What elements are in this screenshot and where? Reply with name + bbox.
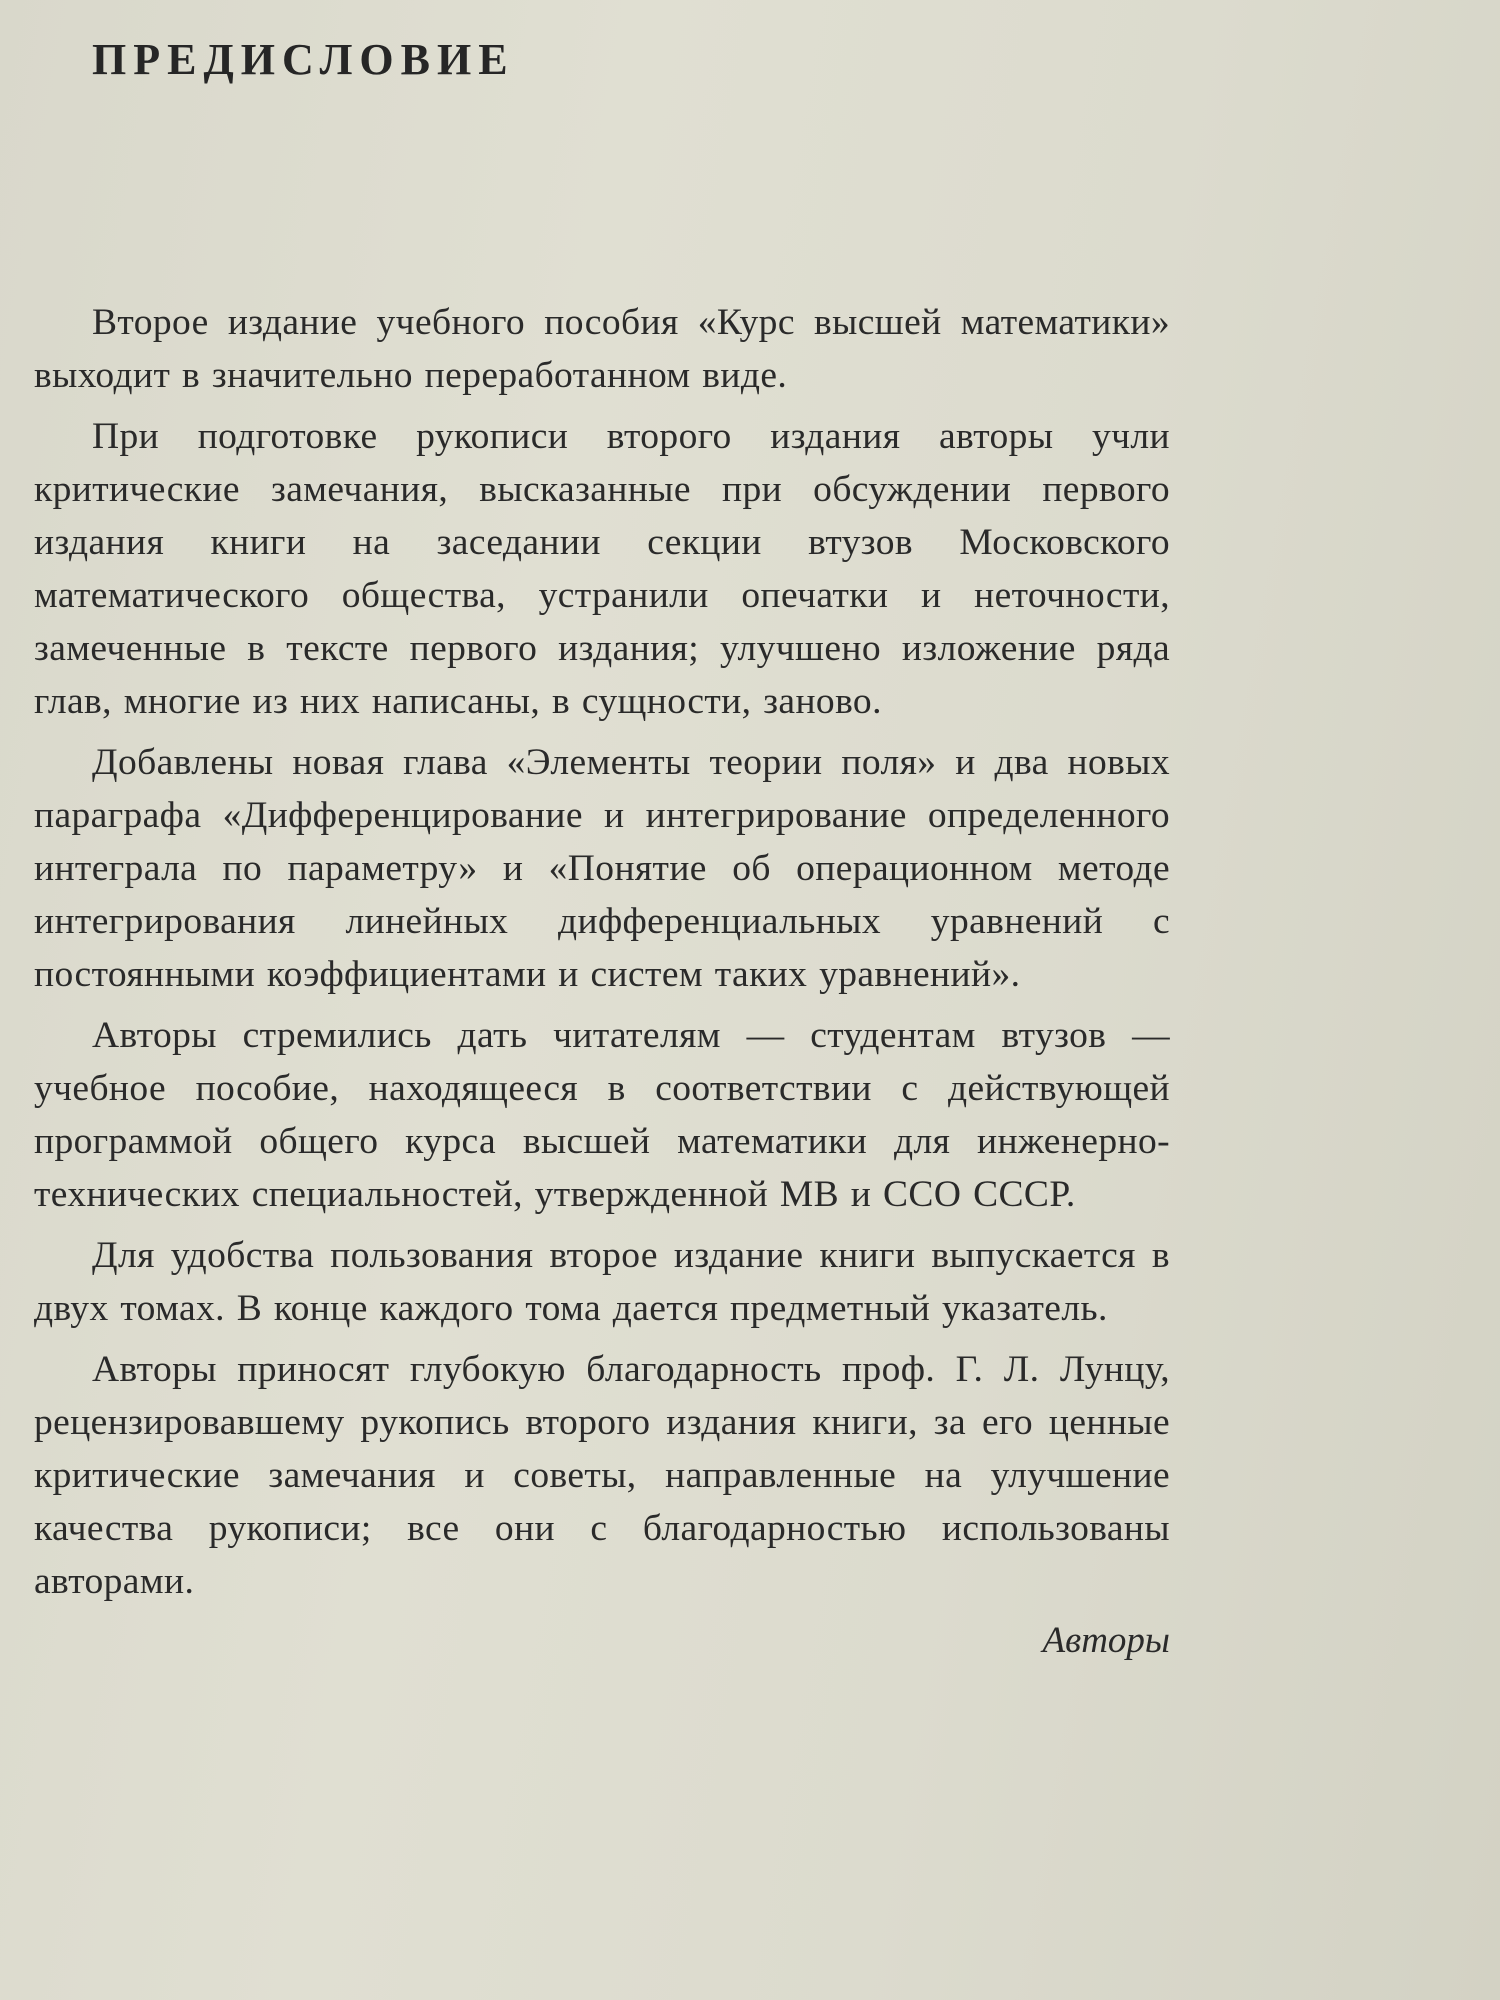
paragraph-2: При подготовке рукописи второго издания авторы учли критические замечания, высказанные при обсуждении первого издания книги на заседании секции втузов Московского математического общества, устранили опечатки и неточности, замеченные в тексте первого издания; улучшено изложение ряда глав, многие из них написаны, в сущности, заново. — [34, 416, 1170, 722]
paragraph-4: Авторы стремились дать читателям — студентам втузов — учебное пособие, находящееся в соответствии с действующей программой общего курса высшей математики для инженерно-технических специальностей, утвержденной МВ и ССО СССР. — [34, 1015, 1170, 1215]
paragraph-1: Второе издание учебного пособия «Курс высшей математики» выходит в значительно переработанном виде. — [34, 302, 1170, 396]
paragraph-5: Для удобства пользования второе издание книги выпускается в двух томах. В конце каждого тома дается предметный указатель. — [34, 1235, 1170, 1329]
preface-body — [34, 296, 1170, 1666]
paragraph-6: Авторы приносят глубокую благодарность проф. Г. Л. Лунцу, рецензировавшему рукопись второго издания книги, за его ценные критические замечания и советы, направленные на улучшение качества рукописи; все они с благодарностью использованы авторами. — [34, 1349, 1170, 1602]
page-heading: ПРЕДИСЛОВИЕ — [92, 35, 515, 84]
paragraph-3: Добавлены новая глава «Элементы теории поля» и два новых параграфа «Дифференцирование и интегрирование определенного интеграла по параметру» и «Понятие об операционном методе интегрирования линейных дифференциальных уравнений с постоянными коэффициентами и систем таких уравнений». — [34, 742, 1170, 995]
signature: Авторы — [1042, 1620, 1170, 1661]
